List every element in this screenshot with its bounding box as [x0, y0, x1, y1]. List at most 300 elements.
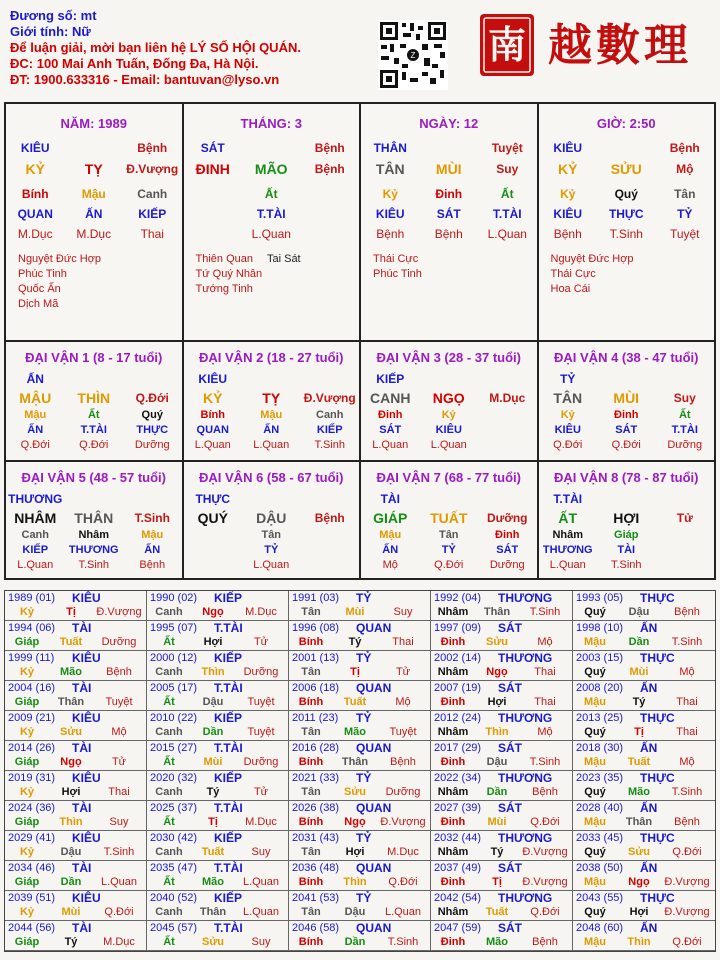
year-stem: Ất: [163, 756, 175, 768]
dai-van-title: ĐẠI VẬN 6 (58 - 67 tuổi): [199, 470, 344, 485]
year-cell[interactable]: [5, 591, 147, 621]
year-stem: Mậu: [584, 696, 606, 708]
year-stem: Ất: [163, 936, 175, 948]
year-cell[interactable]: [289, 651, 431, 681]
pillar-phases-row-cell: M.Dục: [76, 227, 112, 241]
dai-van-phases-row: [184, 437, 360, 452]
year-cell[interactable]: [5, 681, 147, 711]
year-label: 2012 (24): [434, 712, 482, 724]
year-cell-body: [147, 725, 288, 739]
year-phase: Bệnh: [674, 606, 700, 618]
year-label: 1995 (07): [150, 622, 198, 634]
year-branch: Mão: [628, 786, 650, 798]
year-cell-header: [147, 621, 288, 635]
year-stem: Nhâm: [437, 786, 469, 798]
star-item-extra: Tai Sát: [266, 253, 301, 265]
year-cell[interactable]: [573, 591, 715, 621]
year-cell[interactable]: [147, 621, 289, 651]
year-branch: Tuất: [485, 906, 509, 918]
year-cell[interactable]: [573, 741, 715, 771]
year-cell[interactable]: [289, 621, 431, 651]
year-cell[interactable]: [431, 831, 573, 861]
year-cell-header: [573, 831, 715, 845]
pillar-hidden-stems-row-cell: Quý: [614, 187, 638, 201]
dai-van-gods-row: [6, 542, 182, 557]
year-label: 2016 (28): [292, 742, 340, 754]
year-phase: Suy: [109, 816, 129, 828]
year-branch: Dậu: [344, 906, 366, 918]
year-cell-body: [5, 785, 146, 799]
year-cell-body: [289, 605, 430, 619]
year-cell-body: [5, 935, 146, 949]
year-phase: Đ.Vượng: [522, 876, 568, 888]
year-label: 1994 (06): [8, 622, 56, 634]
dai-van-phases-row-cell: L.Quan: [194, 438, 231, 451]
dai-van-gods-row-cell: QUAN: [196, 423, 229, 436]
dai-van-hidden-row-cell: Đinh: [495, 528, 520, 541]
year-branch: Hợi: [487, 696, 507, 708]
year-cell-body: [289, 695, 430, 709]
dai-van-cell[interactable]: [184, 462, 362, 580]
year-label: 1997 (09): [434, 622, 482, 634]
dai-van-hidden-row-cell: Ất: [678, 408, 691, 421]
year-ten-god: TỶ: [356, 771, 372, 785]
pillar-hidden-stems-row-cell: Bính: [21, 187, 49, 201]
year-cell-header: [573, 801, 715, 815]
year-stem: Kỷ: [19, 606, 35, 618]
dai-van-hidden-row: [184, 527, 360, 542]
year-cell[interactable]: [5, 711, 147, 741]
year-label: 2030 (42): [150, 832, 198, 844]
year-cell-header: [289, 651, 430, 665]
year-stem: Kỷ: [19, 846, 35, 858]
year-stem: Bính: [298, 936, 324, 948]
year-cell-body: [573, 785, 715, 799]
year-label: 2026 (38): [292, 802, 340, 814]
year-cell[interactable]: [289, 921, 431, 951]
year-branch: Hợi: [629, 906, 649, 918]
dai-van-god-row-cell: TỶ: [560, 371, 576, 386]
year-branch: Sửu: [59, 726, 83, 738]
year-stem: Giáp: [14, 756, 40, 768]
year-cell[interactable]: [431, 891, 573, 921]
year-cell[interactable]: [5, 801, 147, 831]
year-cell-header: [289, 861, 430, 875]
dai-van-phases-row-cell: L.Quan: [430, 438, 467, 451]
year-cell-header: [5, 891, 146, 905]
dai-van-stem-branch-row: [539, 388, 715, 407]
dai-van-god-row: [539, 369, 715, 388]
year-cell-header: [573, 591, 715, 605]
year-cell-body: [5, 815, 146, 829]
pillar-god-row-cell: Bệnh: [314, 141, 345, 155]
year-stem: Tân: [301, 726, 321, 738]
year-phase: Tử: [395, 666, 411, 678]
year-ten-god: ẤN: [640, 861, 658, 875]
year-cell[interactable]: [573, 651, 715, 681]
year-cell[interactable]: [573, 831, 715, 861]
year-cell[interactable]: [573, 681, 715, 711]
four-pillars-panel: [4, 102, 716, 342]
year-branch: Ngọ: [202, 606, 224, 618]
pillar-stem-branch-row: [361, 158, 537, 180]
phone-email[interactable]: ĐT: 1900.633316 - Email: bantuvan@lyso.vn: [10, 72, 280, 87]
year-cell[interactable]: [147, 591, 289, 621]
dai-van-phases-row-cell: T.Sinh: [610, 558, 642, 571]
dai-van-phases-row: [539, 437, 715, 452]
nam-viet-so-ly-logo: [478, 10, 708, 80]
year-cell[interactable]: [573, 771, 715, 801]
year-label: 1993 (05): [576, 592, 624, 604]
year-cell[interactable]: [5, 741, 147, 771]
pillar-stem-branch-row-cell: MÃO: [254, 161, 288, 177]
year-ten-god: TỶ: [356, 651, 372, 665]
year-cell[interactable]: [431, 741, 573, 771]
dai-van-hidden-row-cell: Canh: [316, 408, 344, 421]
year-label: 2013 (25): [576, 712, 624, 724]
year-cell-body: [573, 845, 715, 859]
year-cell[interactable]: [5, 651, 147, 681]
dai-van-phases-row-cell: L.Quan: [253, 558, 290, 571]
year-cell[interactable]: [431, 651, 573, 681]
year-phase: Q.Đới: [104, 906, 134, 918]
year-label: 2040 (52): [150, 892, 198, 904]
year-stem: Nhâm: [437, 846, 469, 858]
year-label: 2041 (53): [292, 892, 340, 904]
year-cell-header: [147, 681, 288, 695]
year-cell[interactable]: [289, 741, 431, 771]
year-ten-god: QUAN: [356, 741, 392, 755]
year-branch: Tý: [632, 696, 646, 708]
year-stem: Đinh: [440, 876, 466, 888]
star-item: Thái Cực: [550, 268, 596, 280]
pillar-phases-row: [184, 224, 360, 244]
pillar-stem-branch-row-cell: KỶ: [558, 161, 578, 177]
year-cell-body: [5, 755, 146, 769]
dai-van-stem-branch-row-cell: NHÂM: [14, 509, 57, 526]
year-label: 1998 (10): [576, 622, 624, 634]
year-cell[interactable]: [289, 831, 431, 861]
year-cell[interactable]: [431, 801, 573, 831]
year-cell[interactable]: [289, 891, 431, 921]
year-cell[interactable]: [147, 681, 289, 711]
year-cell[interactable]: [289, 771, 431, 801]
yearly-luck-grid: [4, 590, 716, 952]
pillar-ten-gods-row-cell: SÁT: [436, 207, 461, 221]
dai-van-hidden-row-cell: Nhâm: [552, 528, 584, 541]
year-cell[interactable]: [431, 621, 573, 651]
pillar-stem-branch-row-cell: SỬU: [610, 161, 642, 177]
dai-van-stem-branch-row-cell: HỢI: [613, 509, 640, 526]
year-cell-header: [5, 771, 146, 785]
pillar-phases-row: [6, 224, 182, 244]
year-cell[interactable]: [147, 711, 289, 741]
address: ĐC: 100 Mai Anh Tuấn, Đống Đa, Hà Nội.: [10, 56, 259, 71]
year-cell[interactable]: [5, 921, 147, 951]
year-cell-header: [5, 861, 146, 875]
dai-van-hidden-row-cell: Đinh: [378, 408, 403, 421]
owner-name: Đương số: mt: [10, 8, 97, 23]
year-cell-header: [147, 771, 288, 785]
year-ten-god: TÀI: [72, 741, 92, 755]
year-cell[interactable]: [147, 891, 289, 921]
year-cell-body: [289, 845, 430, 859]
dai-van-hidden-row-cell: Mậu: [141, 528, 164, 541]
year-label: 2044 (56): [8, 922, 56, 934]
dai-van-hidden-row: [361, 407, 537, 422]
year-branch: Thìn: [485, 726, 509, 738]
dai-van-hidden-row: [539, 527, 715, 542]
dai-van-stem-branch-row-cell: GIÁP: [373, 509, 408, 526]
year-cell[interactable]: [147, 861, 289, 891]
header-info: [10, 8, 301, 88]
dai-van-phases-row-cell: Q.Đới: [611, 438, 641, 451]
year-cell[interactable]: [289, 711, 431, 741]
year-stem: Kỷ: [19, 906, 35, 918]
logo-text-chars: 越數理: [548, 20, 692, 71]
year-stem: Đinh: [440, 816, 466, 828]
dai-van-gods-row: [184, 422, 360, 437]
year-cell-body: [431, 635, 572, 649]
dai-van-hidden-row-cell: Mậu: [379, 528, 402, 541]
dai-van-phases-row-cell: Q.Đới: [553, 438, 583, 451]
year-phase: Mộ: [537, 636, 553, 648]
pillar-phases-row: [361, 224, 537, 244]
year-ten-god: KIẾP: [214, 651, 243, 665]
year-phase: Tuyệt: [247, 696, 275, 708]
year-cell-header: [573, 921, 715, 935]
year-stem: Nhâm: [437, 606, 469, 618]
year-branch: Tuất: [343, 696, 367, 708]
year-ten-god: QUAN: [356, 621, 392, 635]
pillar-ten-gods-row-cell: T.TÀI: [256, 207, 286, 221]
year-phase: T.Sinh: [387, 936, 419, 948]
pillar-phases-row-cell: Bệnh: [376, 227, 405, 241]
year-stem: Canh: [155, 606, 183, 618]
dai-van-gods-row-cell: ẤN: [263, 423, 280, 436]
year-cell[interactable]: [147, 741, 289, 771]
year-cell[interactable]: [431, 711, 573, 741]
dai-van-gods-row: [6, 422, 182, 437]
year-cell[interactable]: [5, 891, 147, 921]
year-ten-god: TÀI: [72, 621, 92, 635]
year-cell[interactable]: [431, 771, 573, 801]
year-cell-body: [5, 845, 146, 859]
year-cell-header: [431, 801, 572, 815]
year-cell-header: [147, 741, 288, 755]
year-stem: Bính: [298, 756, 324, 768]
year-cell-body: [289, 905, 430, 919]
dai-van-cell[interactable]: [361, 462, 539, 580]
year-cell-header: [147, 591, 288, 605]
year-cell[interactable]: [289, 591, 431, 621]
year-cell[interactable]: [147, 831, 289, 861]
year-ten-god: T.TÀI: [214, 921, 243, 935]
year-label: 2047 (59): [434, 922, 482, 934]
dai-van-title: ĐẠI VẬN 2 (18 - 27 tuổi): [199, 350, 344, 365]
dai-van-cell[interactable]: [184, 342, 362, 460]
year-cell[interactable]: [147, 801, 289, 831]
dai-van-cell[interactable]: [6, 462, 184, 580]
dai-van-gods-row-cell: ẤN: [27, 423, 44, 436]
year-phase: Suy: [251, 846, 271, 858]
year-cell-header: [5, 711, 146, 725]
year-phase: Đ.Vượng: [380, 816, 426, 828]
year-label: 2019 (31): [8, 772, 56, 784]
pillar-hidden-stems-row: [6, 184, 182, 204]
year-label: 2035 (47): [150, 862, 198, 874]
year-label: 2003 (15): [576, 652, 624, 664]
pillar-phases-row-cell: Tuyệt: [669, 227, 700, 241]
year-ten-god: SÁT: [498, 621, 522, 635]
year-cell[interactable]: [573, 861, 715, 891]
dai-van-row: [6, 462, 714, 580]
year-cell[interactable]: [5, 771, 147, 801]
dai-van-stem-branch-row-cell: MẬU: [19, 389, 52, 406]
year-cell[interactable]: [573, 921, 715, 951]
year-stem: Nhâm: [437, 906, 469, 918]
year-cell[interactable]: [147, 651, 289, 681]
dai-van-stem-branch-row-cell: Suy: [673, 390, 696, 405]
dai-van-stem-branch-row: [6, 388, 182, 407]
pillar-phases-row-cell: M.Dục: [17, 227, 53, 241]
year-label: 2020 (32): [150, 772, 198, 784]
year-ten-god: THƯƠNG: [498, 651, 553, 665]
year-stem: Quý: [584, 606, 606, 618]
dai-van-hidden-row-cell: Mậu: [260, 408, 283, 421]
dai-van-god-row-cell: THỰC: [195, 491, 231, 506]
year-cell[interactable]: [5, 621, 147, 651]
year-label: 1992 (04): [434, 592, 482, 604]
year-cell[interactable]: [573, 801, 715, 831]
year-label: 2015 (27): [150, 742, 198, 754]
dai-van-phases-row-cell: L.Quan: [17, 558, 54, 571]
year-cell[interactable]: [573, 891, 715, 921]
pillar-phases-row-cell: Bệnh: [434, 227, 463, 241]
logo-seal-char: 南: [487, 22, 527, 67]
year-cell-header: [289, 591, 430, 605]
pillar-ten-gods-row-cell: ẤN: [85, 207, 103, 221]
dai-van-hidden-row: [6, 407, 182, 422]
dai-van-hidden-row-cell: Quý: [141, 408, 163, 421]
year-stem: Bính: [298, 876, 324, 888]
dai-van-cell[interactable]: [6, 342, 184, 460]
year-cell[interactable]: [5, 861, 147, 891]
year-label: 1990 (02): [150, 592, 198, 604]
year-branch: Dậu: [628, 606, 650, 618]
year-cell-body: [147, 785, 288, 799]
pillar-stem-branch-row-cell: Bệnh: [314, 162, 345, 176]
year-cell[interactable]: [289, 861, 431, 891]
year-branch: Tý: [490, 846, 504, 858]
pillar-god-row: [539, 138, 715, 158]
dai-van-stem-branch-row-cell: MÙI: [613, 389, 640, 406]
dai-van-phases-row-cell: L.Quan: [253, 438, 290, 451]
year-phase: Mộ: [537, 726, 553, 738]
year-branch: Hợi: [61, 786, 81, 798]
year-stem: Nhâm: [437, 666, 469, 678]
year-branch: Sửu: [627, 846, 651, 858]
year-phase: Mộ: [395, 696, 411, 708]
year-cell-body: [431, 815, 572, 829]
qr-code-icon[interactable]: [378, 20, 448, 90]
dai-van-gods-row-cell: SÁT: [496, 543, 519, 556]
year-label: 2042 (54): [434, 892, 482, 904]
pillar-stars-list: [18, 252, 182, 312]
pillar-ten-gods-row: [361, 204, 537, 224]
year-label: 2038 (50): [576, 862, 624, 874]
year-cell[interactable]: [573, 621, 715, 651]
year-cell-body: [289, 635, 430, 649]
year-ten-god: TÀI: [72, 861, 92, 875]
year-stem: Quý: [584, 786, 606, 798]
year-branch: Dần: [628, 636, 650, 648]
dai-van-hidden-row: [361, 527, 537, 542]
year-cell-header: [573, 891, 715, 905]
year-branch: Sửu: [485, 636, 509, 648]
star-item: Thái Cực: [373, 253, 419, 265]
dai-van-phases-row: [6, 437, 182, 452]
year-cell-header: [147, 921, 288, 935]
year-ten-god: KIẾP: [214, 891, 243, 905]
dai-van-phases-row: [361, 557, 537, 572]
year-cell[interactable]: [431, 861, 573, 891]
dai-van-stem-branch-row-cell: CANH: [370, 389, 411, 406]
year-cell-header: [431, 621, 572, 635]
year-stem: Kỷ: [19, 726, 35, 738]
pillar-hidden-stems-row: [184, 184, 360, 204]
year-branch: Dần: [60, 876, 82, 888]
year-phase: Tuyệt: [105, 696, 133, 708]
pillar-ten-gods-row-cell: KIẾP: [138, 207, 167, 221]
year-phase: Thai: [534, 696, 556, 708]
year-label: 2037 (49): [434, 862, 482, 874]
year-cell[interactable]: [431, 681, 573, 711]
year-cell[interactable]: [431, 591, 573, 621]
dai-van-cell[interactable]: [539, 462, 715, 580]
year-cell[interactable]: [5, 831, 147, 861]
year-cell-body: [289, 875, 430, 889]
dai-van-hidden-row-cell: Bính: [200, 408, 225, 421]
dai-van-cell[interactable]: [361, 342, 539, 460]
year-cell[interactable]: [147, 771, 289, 801]
star-item: Thiên Quan Tai Sát: [195, 253, 301, 265]
year-cell[interactable]: [289, 801, 431, 831]
year-branch: Dậu: [202, 696, 224, 708]
dai-van-gods-row: [361, 542, 537, 557]
dai-van-cell[interactable]: [539, 342, 715, 460]
dai-van-gods-row: [361, 422, 537, 437]
year-cell-header: [573, 651, 715, 665]
year-label: 2005 (17): [150, 682, 198, 694]
year-cell[interactable]: [573, 711, 715, 741]
year-cell[interactable]: [289, 681, 431, 711]
year-branch: Thân: [341, 756, 369, 768]
dai-van-phases-row-cell: Mộ: [382, 558, 398, 571]
dai-van-god-row-cell: KIÊU: [198, 371, 228, 386]
year-ten-god: KIÊU: [72, 711, 101, 725]
year-stem: Giáp: [14, 816, 40, 828]
year-label: 2046 (58): [292, 922, 340, 934]
dai-van-phases-row: [184, 557, 360, 572]
year-branch: Thân: [57, 696, 85, 708]
year-cell[interactable]: [147, 921, 289, 951]
dai-van-stem-branch-row-cell: THÌN: [77, 389, 111, 406]
year-cell[interactable]: [431, 921, 573, 951]
dai-van-phases-row-cell: Q.Đới: [20, 438, 50, 451]
year-label: 2029 (41): [8, 832, 56, 844]
year-cell-body: [573, 695, 715, 709]
